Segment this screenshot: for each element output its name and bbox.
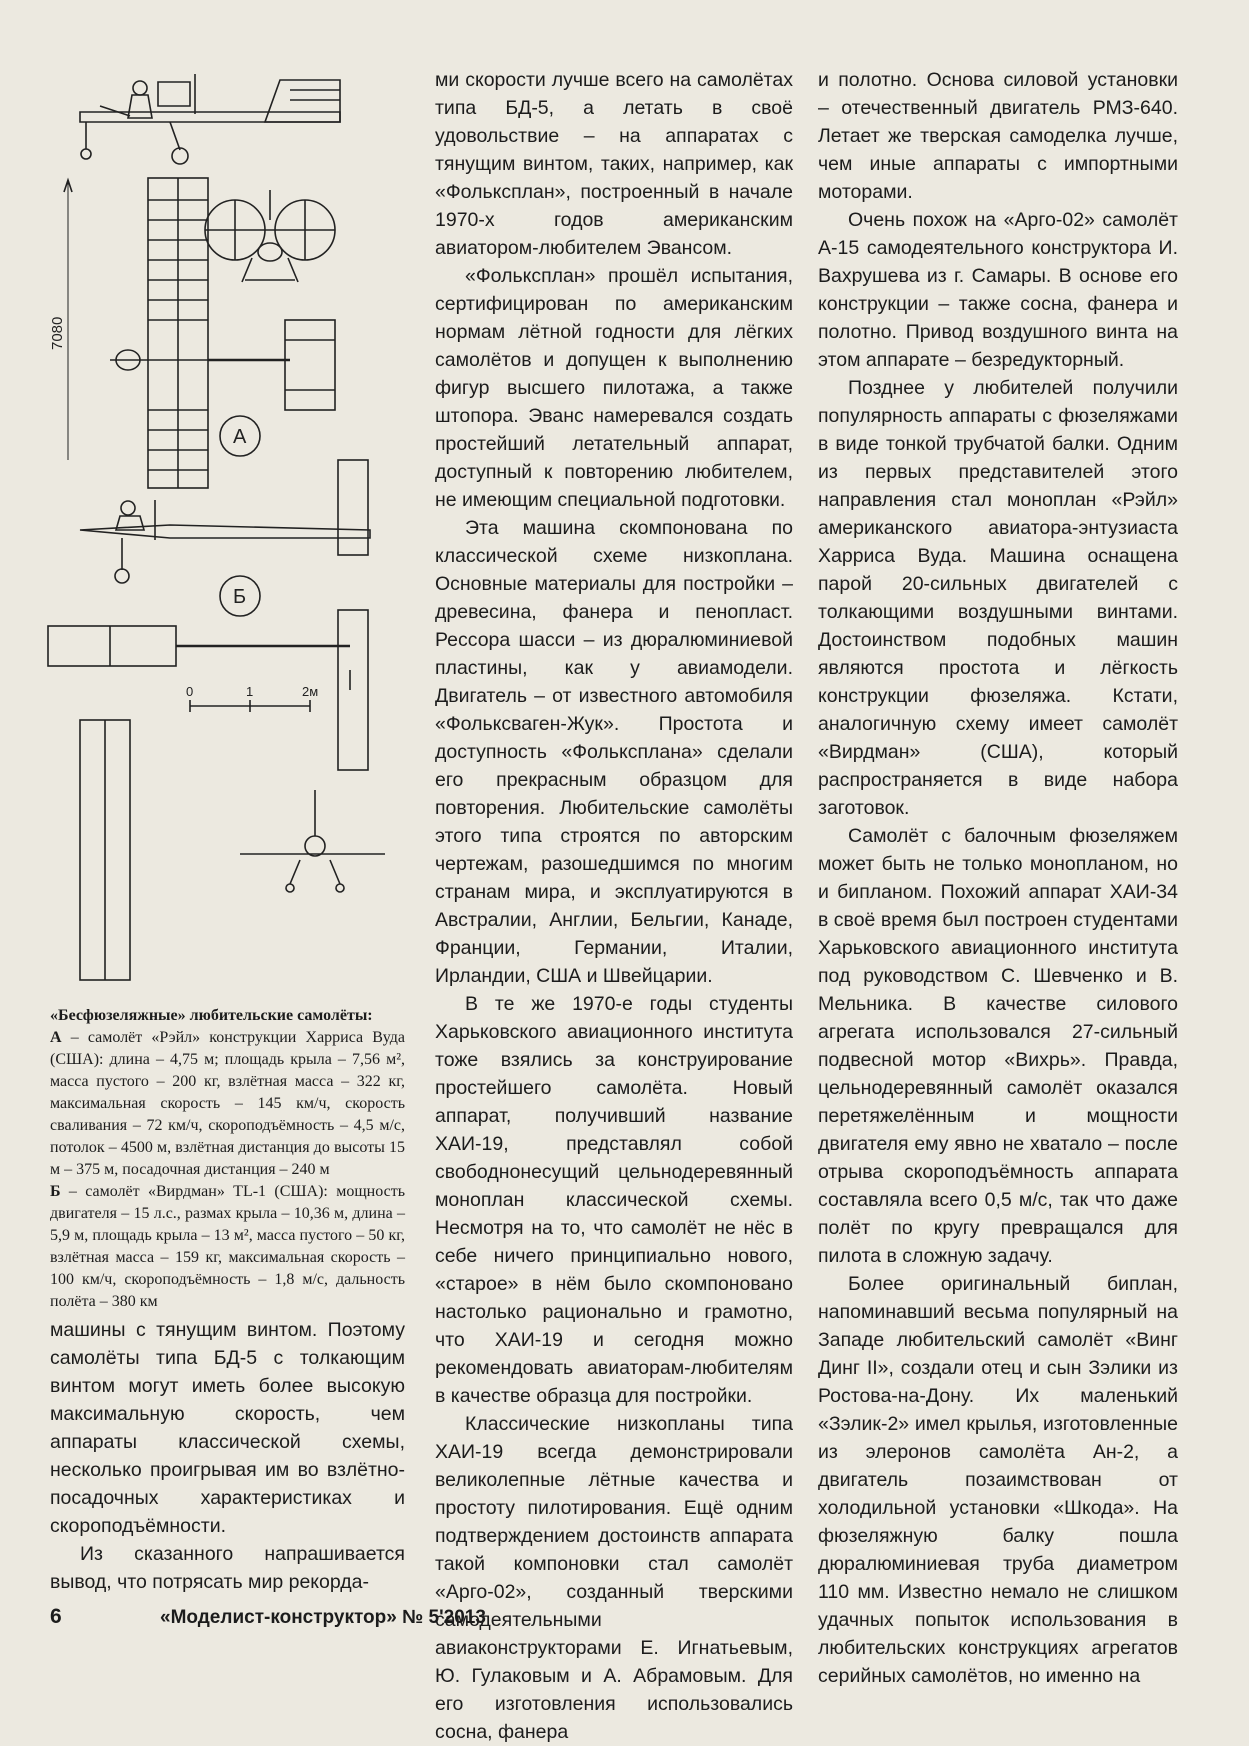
text-column-1 — [50, 1316, 405, 1596]
text-column-3 — [818, 66, 1178, 1690]
caption-letter-b: Б — [50, 1183, 61, 1200]
paragraph: ми скорости лучше всего на самолётах типа БД-5, а летать в своё удовольствие – на аппаратах с тянущим винтом, таких, например, как «Фольксплан», построенный в начале 1970-х годов американским авиатором-любителем Эвансом. — [435, 69, 793, 259]
paragraph: Очень похож на «Арго-02» самолёт А-15 самодеятельного конструктора И. Вахрушева из г. Самары. В основе его конструкции – также сосна, фанера и полотно. Привод воздушного винта на этом аппарате – безредукторный. — [818, 209, 1178, 371]
label-a: А — [233, 426, 247, 448]
paragraph: машины с тянущим винтом. Поэтому самолёты типа БД-5 с толкающим винтом могут иметь более высокую максимальную скорость, чем аппараты классической схемы, несколько проигрывая им во взлётно-посадочных характеристиках и скороподъёмности. — [50, 1319, 405, 1537]
plan-view-a — [110, 178, 335, 488]
paragraph: Более оригинальный биплан, напоминавший весьма популярный на Западе любительский самолёт «Винг Динг II», создали отец и сын Зэлики из Ростова-на-Дону. Их маленький «Зэлик-2» имел крылья, изготовленные из элеронов самолёта Ан-2, а двигатель позаимствован от холодильной установки «Шкода». На фюзеляжную балку пошла дюралюминиевая труба диаметром 110 мм. Известно немало не слишком удачных попыток использования в любительских конструкциях агрегатов серийных самолётов, но именно на — [818, 1273, 1178, 1687]
caption-letter-a: А — [50, 1029, 62, 1046]
page-footer — [50, 1605, 550, 1629]
aircraft-technical-drawing — [40, 70, 410, 1000]
caption-title: «Бесфюзеляжные» любительские самолёты: — [50, 1007, 373, 1024]
paragraph: В те же 1970-е годы студенты Харьковского авиационного института тоже взялись за конструирование простейшего самолёта. Новый аппарат, получивший название ХАИ-19, представлял собой свободнонесущий цельнодеревянный моноплан классической схемы. Несмотря на то, что самолёт не нёс в себе ничего принципиально нового, «старое» в нём было скомпоновано настолько рационально и грамотно, что ХАИ-19 и сегодня можно рекомендовать авиаторам-любителям в качестве образца для постройки. — [435, 993, 793, 1407]
caption-text-b: – самолёт «Вирдман» TL-1 (США): мощность двигателя – 15 л.с., размах крыла – 10,36 м, длина – 5,9 м, площадь крыла – 13 м², масса пустого – 50 кг, взлётная масса – 159 кг, максимальная скорость – 100 км/ч, скороподъёмность – 1,8 м/с, дальность полёта – 380 км — [50, 1183, 405, 1310]
caption-item-a — [50, 1027, 405, 1181]
paragraph: Позднее у любителей получили популярность аппараты с фюзеляжами в виде тонкой трубчатой балки. Одним из первых представителей этого направления стал моноплан «Рэйл» американского авиатора-энтузиаста Харриса Вуда. Машина оснащена парой 20-сильных двигателей с толкающими воздушными винтами. Достоинством подобных машин являются простота и лёгкость конструкции фюзеляжа. Кстати, аналогичную схему имеет самолёт «Вирдман» (США), который распространяется в виде набора заготовок. — [818, 377, 1178, 819]
caption-item-b — [50, 1181, 405, 1313]
side-view-a — [80, 74, 340, 164]
paragraph: Эта машина скомпонована по классической схеме низкоплана. Основные материалы для постройки – древесина, фанера и пенопласт. Рессора шасси – из дюралюминиевой пластины, как у авиамодели. Двигатель – от известного автомобиля «Фольксваген-Жук». Простота и доступность «Фольксплана» сделали его прекрасным образцом для повторения. Любительские самолёты этого типа строятся по авторским чертежам, разошедшимся по многим странам мира, и эксплуатируются в Австралии, Англии, Бельгии, Канаде, Франции, Германии, Италии, Ирландии, США и Швейцарии. — [435, 517, 793, 987]
paragraph: и полотно. Основа силовой установки – отечественный двигатель РМЗ-640. Летает же тверская самоделка лучше, чем иные аппараты с импортными моторами. — [818, 69, 1178, 203]
side-view-b — [80, 460, 370, 616]
page-number: 6 — [50, 1605, 62, 1628]
front-view-a — [205, 190, 335, 282]
paragraph: Классические низкопланы типа ХАИ-19 всегда демонстрировали великолепные лётные качества и простоту пилотирования. Ещё одним подтверждением достоинств аппарата такой компоновки стал самолёт «Арго-02», созданный тверскими самодеятельными авиаконструкторами Е. Игнатьевым, Ю. Гулаковым и А. Абрамовым. Для его изготовления использовались сосна, фанера — [435, 1413, 793, 1743]
paragraph: «Фольксплан» прошёл испытания, сертифицирован по американским нормам лётной годности для лёгких самолётов и допущен к выполнению фигур высшего пилотажа, а также штопора. Эванс намеревался создать простейший летательный аппарат, доступный к повторению любителем, не имеющим специальной подготовки. — [435, 265, 793, 511]
caption-text-a: – самолёт «Рэйл» конструкции Харриса Вуда (США): длина – 4,75 м; площадь крыла – 7,56 м², масса пустого – 200 кг, взлётная масса – 322 кг, максимальная скорость – 145 км/ч, скорость сваливания – 72 км/ч, скороподъёмность – 4,5 м/с, потолок – 4500 м, взлётная дистанция до высоты 15 м – 375 м, посадочная дистанция – 240 м — [50, 1029, 405, 1178]
label-b: Б — [233, 586, 247, 608]
front-view-b — [240, 790, 385, 892]
scale-one: 1 — [246, 684, 254, 699]
scale-two: 2м — [302, 684, 319, 699]
magazine-title: «Моделист-конструктор» № 5'2013 — [160, 1607, 486, 1628]
drawing-svg — [40, 70, 410, 1000]
scale-bar — [186, 684, 318, 712]
paragraph: Самолёт с балочным фюзеляжем может быть не только монопланом, но и бипланом. Похожий аппарат ХАИ-34 в своё время был построен студентами Харьковского авиационного института под руководством С. Шевченко и В. Мельника. В качестве силового агрегата использовался 27-сильный подвесной мотор «Вихрь». Правда, цельнодеревянный самолёт оказался перетяжелённым и мощности двигателя ему явно не хватало – после отрыва скороподъёмность аппарата составляла всего 0,5 м/с, так что даже полёт по кругу превращался для пилота в сложную задачу. — [818, 825, 1178, 1267]
plan-view-b — [48, 610, 368, 770]
text-column-2 — [435, 66, 793, 1746]
paragraph: Из сказанного напрашивается вывод, что потрясать мир рекорда- — [50, 1543, 405, 1593]
figure-caption — [50, 1005, 405, 1313]
dimension-label: 7080 — [49, 316, 66, 350]
scale-zero: 0 — [186, 684, 194, 699]
